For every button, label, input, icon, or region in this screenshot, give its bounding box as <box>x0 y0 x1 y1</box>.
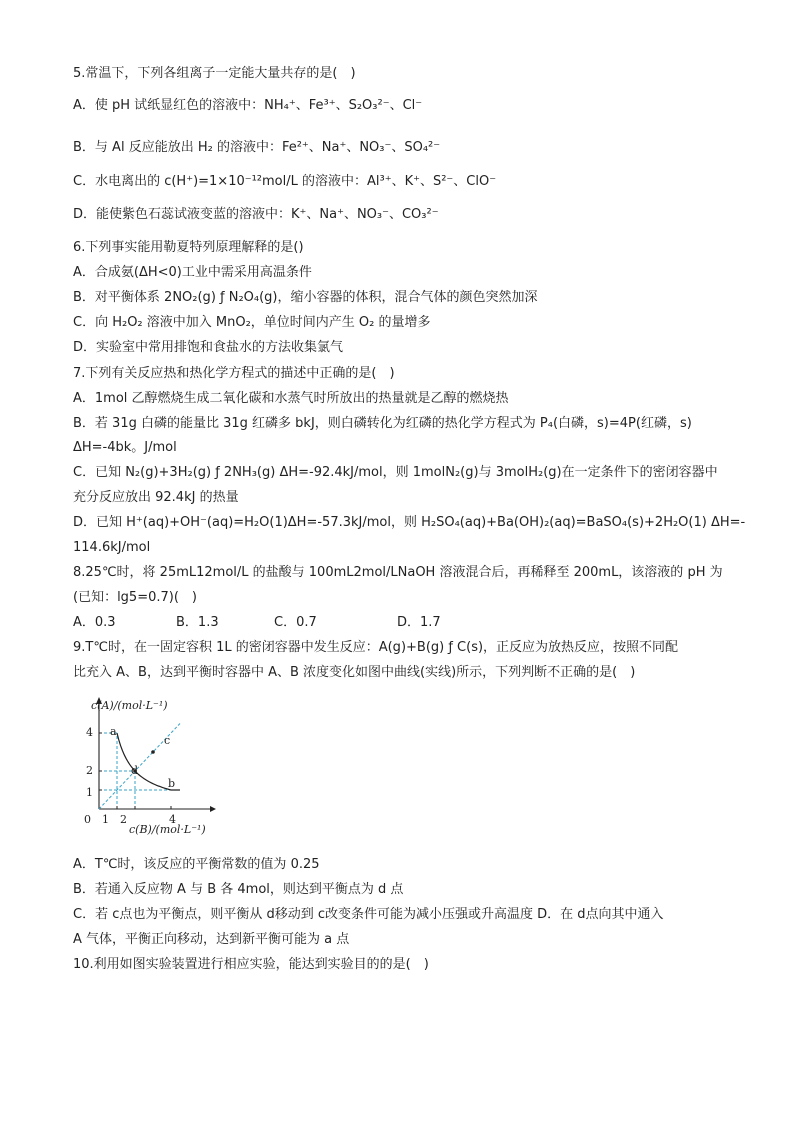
point-b-label: b <box>168 777 176 790</box>
q7-option-d-line2: 114.6kJ/mol <box>73 540 151 555</box>
q6-option-b: B．对平衡体系 2NO₂(g) ƒ N₂O₄(g)，缩小容器的体积，混合气体的颜色突然加深 <box>73 290 538 305</box>
x-axis-arrow <box>210 806 216 812</box>
point-c-marker <box>151 750 155 754</box>
q8-option-c: C．0.7 <box>274 615 317 630</box>
q7-stem: 7.下列有关反应热和热化学方程式的描述中正确的是( ) <box>73 366 395 381</box>
x-tick-4: 4 <box>169 813 176 826</box>
q6-option-c: C．向 H₂O₂ 溶液中加入 MnO₂，单位时间内产生 O₂ 的量增多 <box>73 315 431 330</box>
q7-option-a: A．1mol 乙醇燃烧生成二氧化碳和水蒸气时所放出的热量就是乙醇的燃烧热 <box>73 391 509 406</box>
q10-stem: 10.利用如图实验装置进行相应实验，能达到实验目的的是( ) <box>73 957 429 972</box>
point-c-label: c <box>164 734 171 747</box>
q7-option-b-line2: ΔH=-4bk。J/mol <box>73 440 177 455</box>
y-tick-1: 1 <box>86 786 93 799</box>
x-tick-1: 1 <box>102 813 109 826</box>
q9-option-c-line1: C．若 c点也为平衡点，则平衡从 d移动到 c改变条件可能为减小压强或升高温度 D．在 d点向其中通入 <box>73 907 664 922</box>
q9-option-c-line2: A 气体，平衡正向移动，达到新平衡可能为 a 点 <box>73 932 350 947</box>
q5-option-d: D．能使紫色石蕊试液变蓝的溶液中：K⁺、Na⁺、NO₃⁻、CO₃²⁻ <box>73 207 439 222</box>
equilibrium-graph <box>74 692 224 842</box>
x-axis-label: c(B)/(mol·L⁻¹) <box>129 823 206 836</box>
q5-option-a: A．使 pH 试纸显红色的溶液中：NH₄⁺、Fe³⁺、S₂O₃²⁻、Cl⁻ <box>73 98 423 113</box>
q7-option-b-line1: B．若 31g 白磷的能量比 31g 红磷多 bkJ，则白磷转化为红磷的热化学方程式为 P₄(白磷，s)=4P(红磷，s) <box>73 416 692 431</box>
q6-option-d: D．实验室中常用排饱和食盐水的方法收集氯气 <box>73 340 344 355</box>
q6-option-a: A．合成氨(ΔH<0)工业中需采用高温条件 <box>73 265 312 280</box>
origin-label: 0 <box>84 813 91 826</box>
y-axis-label: c(A)/(mol·L⁻¹) <box>91 699 168 712</box>
q9-option-b: B．若通入反应物 A 与 B 各 4mol，则达到平衡点为 d 点 <box>73 882 404 897</box>
point-a-label: a <box>110 725 117 738</box>
q8-option-a: A．0.3 <box>73 615 116 630</box>
y-tick-2: 2 <box>86 764 93 777</box>
x-tick-2: 2 <box>120 813 127 826</box>
q7-option-c-line1: C．已知 N₂(g)+3H₂(g) ƒ 2NH₃(g) ΔH=-92.4kJ/mol，则 1molN₂(g)与 3molH₂(g)在一定条件下的密闭容器中 <box>73 465 718 480</box>
q7-option-d-line1: D．已知 H⁺(aq)+OH⁻(aq)=H₂O(1)ΔH=-57.3kJ/mol，则 H₂SO₄(aq)+Ba(OH)₂(aq)=BaSO₄(s)+2H₂O(1) ΔH=- <box>73 515 746 530</box>
q7-option-c-line2: 充分反应放出 92.4kJ 的热量 <box>73 490 239 505</box>
point-d-label: d <box>131 764 139 777</box>
q9-stem-line2: 比充入 A、B，达到平衡时容器中 A、B 浓度变化如图中曲线(实线)所示，下列判断不正确的是( ) <box>73 665 636 680</box>
q8-option-d: D．1.7 <box>397 615 441 630</box>
y-tick-4: 4 <box>86 726 93 739</box>
q8-stem-line1: 8.25℃时，将 25mL12mol/L 的盐酸与 100mL2mol/LNaOH 溶液混合后，再稀释至 200mL，该溶液的 pH 为 <box>73 565 723 580</box>
q8-option-b: B．1.3 <box>176 615 219 630</box>
q9-option-a: A．T℃时，该反应的平衡常数的值为 0.25 <box>73 857 320 872</box>
q8-options <box>73 615 441 631</box>
q9-stem-line1: 9.T℃时，在一固定容积 1L 的密闭容器中发生反应：A(g)+B(g) ƒ C(s)，正反应为放热反应，按照不同配 <box>73 640 679 655</box>
q8-stem-line2: (已知：lg5=0.7)( ) <box>73 590 197 605</box>
q6-stem: 6.下列事实能用勒夏特列原理解释的是() <box>73 240 304 255</box>
q5-stem: 5.常温下，下列各组离子一定能大量共存的是( ) <box>73 66 356 81</box>
q5-option-b: B．与 Al 反应能放出 H₂ 的溶液中：Fe²⁺、Na⁺、NO₃⁻、SO₄²⁻ <box>73 140 441 155</box>
q5-option-c: C．水电离出的 c(H⁺)=1×10⁻¹²mol/L 的溶液中：Al³⁺、K⁺、S²⁻、ClO⁻ <box>73 174 497 189</box>
